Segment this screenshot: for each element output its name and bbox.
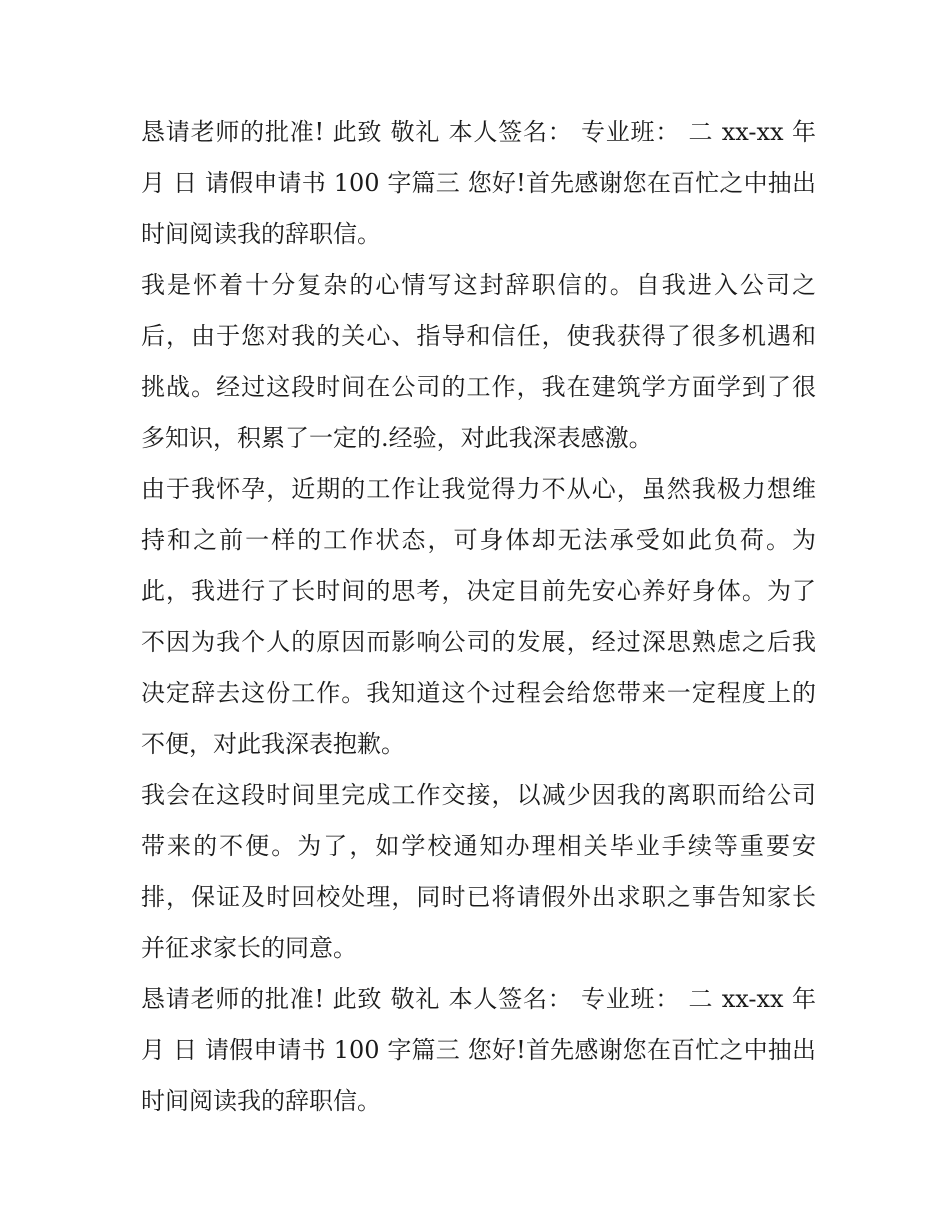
text-line: 决定辞去这份工作。我知道这个过程会给您带来一定程度上的 [141, 679, 816, 707]
text-line: 由于我怀孕，近期的工作让我觉得力不从心，虽然我极力想维 [141, 475, 816, 503]
text-line: 恳请老师的批准! 此致 敬礼 本人签名： 专业班： 二 xx-xx 年 [141, 118, 816, 146]
text-line: 后，由于您对我的关心、指导和信任，使我获得了很多机遇和 [141, 322, 816, 350]
paragraph-5 [141, 974, 816, 1127]
paragraph-3 [141, 464, 816, 770]
text-line: 不因为我个人的原因而影响公司的发展，经过深思熟虑之后我 [141, 628, 816, 656]
text-line: 此，我进行了长时间的思考，决定目前先安心养好身体。为了 [141, 577, 816, 605]
text-line: 我会在这段时间里完成工作交接，以减少因我的离职而给公司 [141, 781, 816, 809]
text-line: 带来的不便。为了，如学校通知办理相关毕业手续等重要安 [141, 832, 816, 860]
text-line: 并征求家长的同意。 [141, 934, 357, 962]
text-line: 时间阅读我的辞职信。 [141, 220, 381, 248]
text-line: 恳请老师的批准! 此致 敬礼 本人签名： 专业班： 二 xx-xx 年 [141, 985, 816, 1013]
text-line: 月 日 请假申请书 100 字篇三 您好!首先感谢您在百忙之中抽出 [141, 1036, 816, 1064]
text-line: 多知识，积累了一定的.经验，对此我深表感激。 [141, 424, 653, 452]
paragraph-1 [141, 107, 816, 260]
paragraph-4 [141, 770, 816, 974]
paragraph-2 [141, 260, 816, 464]
text-line: 不便，对此我深表抱歉。 [141, 730, 405, 758]
text-line: 月 日 请假申请书 100 字篇三 您好!首先感谢您在百忙之中抽出 [141, 169, 816, 197]
text-line: 持和之前一样的工作状态，可身体却无法承受如此负荷。为 [141, 526, 816, 554]
text-line: 我是怀着十分复杂的心情写这封辞职信的。自我进入公司之 [141, 271, 816, 299]
text-line: 时间阅读我的辞职信。 [141, 1087, 381, 1115]
text-line: 挑战。经过这段时间在公司的工作，我在建筑学方面学到了很 [141, 373, 816, 401]
document-body [141, 107, 816, 1127]
text-line: 排，保证及时回校处理，同时已将请假外出求职之事告知家长 [141, 883, 816, 911]
